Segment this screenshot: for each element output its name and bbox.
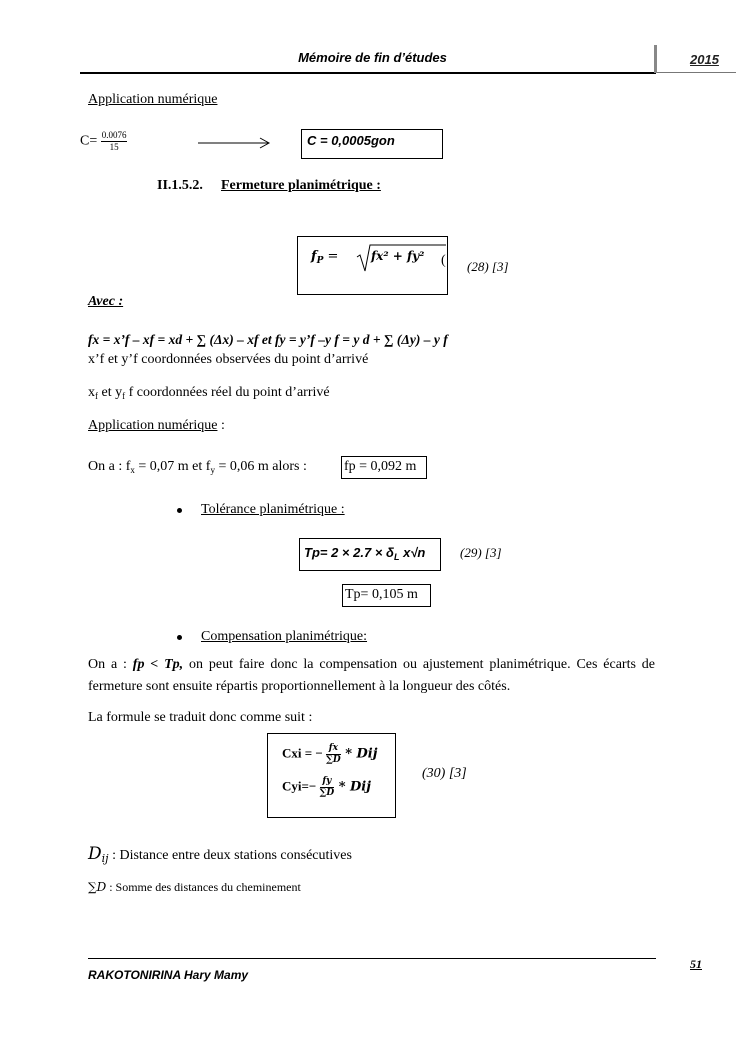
cyi-line bbox=[282, 776, 371, 799]
c-prefix: C= bbox=[80, 133, 98, 149]
formula-intro: La formule se traduit donc comme suit : bbox=[88, 710, 313, 725]
page-number: 51 bbox=[690, 957, 702, 971]
cyi-num: fy bbox=[320, 776, 335, 788]
l3-x: x bbox=[88, 385, 95, 400]
cyi-den: ∑D bbox=[319, 788, 335, 798]
tp-formula-a: Tp= 2 × 2.7 × δ bbox=[304, 545, 394, 560]
tp-formula bbox=[304, 545, 425, 562]
fp-lhs-f: f bbox=[311, 249, 317, 264]
c-fraction bbox=[101, 130, 128, 153]
ref-30: (30) [3] bbox=[422, 766, 467, 781]
compensation-paragraph bbox=[88, 654, 655, 698]
cxi-lhs: Cxi = − bbox=[282, 745, 323, 761]
tp-result-box bbox=[342, 584, 431, 607]
sumd-definition bbox=[88, 880, 301, 895]
tp-result: Tp= 0,105 m bbox=[345, 587, 418, 602]
app-num-label-1: Application numérique bbox=[88, 92, 218, 107]
c-numerator: 0.0076 bbox=[101, 130, 127, 140]
l3-sub1: f bbox=[95, 391, 98, 401]
cxi-line bbox=[282, 743, 377, 766]
c-denominator: 15 bbox=[109, 142, 119, 152]
tolerance-label: Tolérance planimétrique : bbox=[201, 502, 345, 517]
ona-b: = 0,07 m et f bbox=[134, 459, 211, 474]
header-year: 2015 bbox=[690, 52, 719, 67]
header-title: Mémoire de fin d’études bbox=[298, 50, 447, 65]
tp-formula-end: x√n bbox=[399, 545, 426, 560]
app-num-label-2: Application numérique bbox=[88, 418, 218, 433]
l3-y: et y bbox=[98, 385, 123, 400]
dij-sub: ij bbox=[101, 852, 109, 865]
cyi-lhs: Cyi=− bbox=[282, 778, 317, 794]
sumd-text: : Somme des distances du cheminement bbox=[106, 880, 301, 894]
c-result-box bbox=[301, 129, 443, 159]
cyi-fraction bbox=[320, 776, 335, 799]
cxi-fraction bbox=[326, 743, 341, 766]
avec-line-2: x’f et y’f coordonnées observées du point d’arrivé bbox=[88, 352, 369, 367]
app-num-colon: : bbox=[217, 418, 225, 433]
ona-sub1: x bbox=[130, 465, 135, 475]
ref-28: (28) [3] bbox=[467, 259, 509, 274]
c-result: C = 0,0005gon bbox=[307, 133, 395, 148]
avec-label: Avec : bbox=[88, 294, 124, 309]
fx-fy-line: fx = x’f – xf = xd + ∑ (Δx) – xf et fy = y’f –y f = y d + ∑ (Δy) – y f bbox=[88, 332, 448, 347]
footer-rule bbox=[88, 958, 656, 959]
comp-p1-b: fp < Tp, bbox=[132, 657, 184, 672]
fp-eq: = bbox=[323, 249, 339, 264]
section-number: II.1.5.2. bbox=[157, 178, 203, 193]
comp-p1-c: on peut faire donc la compensation ou ajustement planimétrique. Ces écarts de fermeture sont ensuite répartis proportionnellement à la longueur des côtés. bbox=[88, 657, 655, 694]
dij-symbol: D bbox=[88, 844, 102, 864]
footer-author: RAKOTONIRINA Hary Mamy bbox=[88, 968, 249, 982]
ona-c: = 0,06 m alors : bbox=[214, 459, 307, 474]
avec-line-3 bbox=[88, 385, 330, 401]
cyi-dij: * Dij bbox=[334, 779, 371, 795]
cxi-den: ∑D bbox=[326, 755, 341, 765]
fp-result: fp = 0,092 m bbox=[344, 459, 417, 474]
bullet-icon bbox=[177, 508, 182, 513]
ona-sub2: y bbox=[210, 465, 215, 475]
l3-text: f coordonnées réel du point d’arrivé bbox=[125, 385, 330, 400]
ona-line bbox=[88, 459, 307, 475]
cxi-num: fx bbox=[326, 743, 341, 755]
header-rule bbox=[80, 72, 656, 74]
section-title: Fermeture planimétrique : bbox=[221, 178, 381, 193]
fp-result-box bbox=[341, 456, 427, 479]
dij-text: : Distance entre deux stations consécutives bbox=[108, 848, 352, 863]
compensation-label: Compensation planimétrique: bbox=[201, 629, 368, 644]
dij-definition bbox=[88, 844, 352, 865]
header-divider bbox=[654, 45, 657, 73]
formula-30-box bbox=[267, 733, 396, 818]
bullet-icon bbox=[177, 635, 182, 640]
sumd-symbol: ∑D bbox=[88, 880, 107, 894]
ona-a: On a : f bbox=[88, 459, 131, 474]
fp-lhs-sub: P bbox=[316, 256, 324, 266]
tp-formula-box bbox=[299, 538, 441, 571]
ref-29: (29) [3] bbox=[460, 545, 502, 560]
fp-paren: ( bbox=[441, 253, 446, 268]
l3-sub2: f bbox=[122, 391, 126, 401]
arrow-icon bbox=[198, 137, 272, 149]
cxi-dij: * Dij bbox=[340, 746, 378, 762]
c-formula bbox=[80, 130, 127, 153]
fp-lhs bbox=[311, 249, 338, 266]
header-rule-right bbox=[656, 72, 736, 73]
comp-p1-a: On a : bbox=[88, 657, 133, 672]
app-num-2 bbox=[88, 418, 225, 434]
fp-rhs: fx² + fy² bbox=[371, 249, 425, 263]
formula-28-box bbox=[297, 236, 448, 295]
tp-formula-sub: L bbox=[393, 552, 400, 562]
